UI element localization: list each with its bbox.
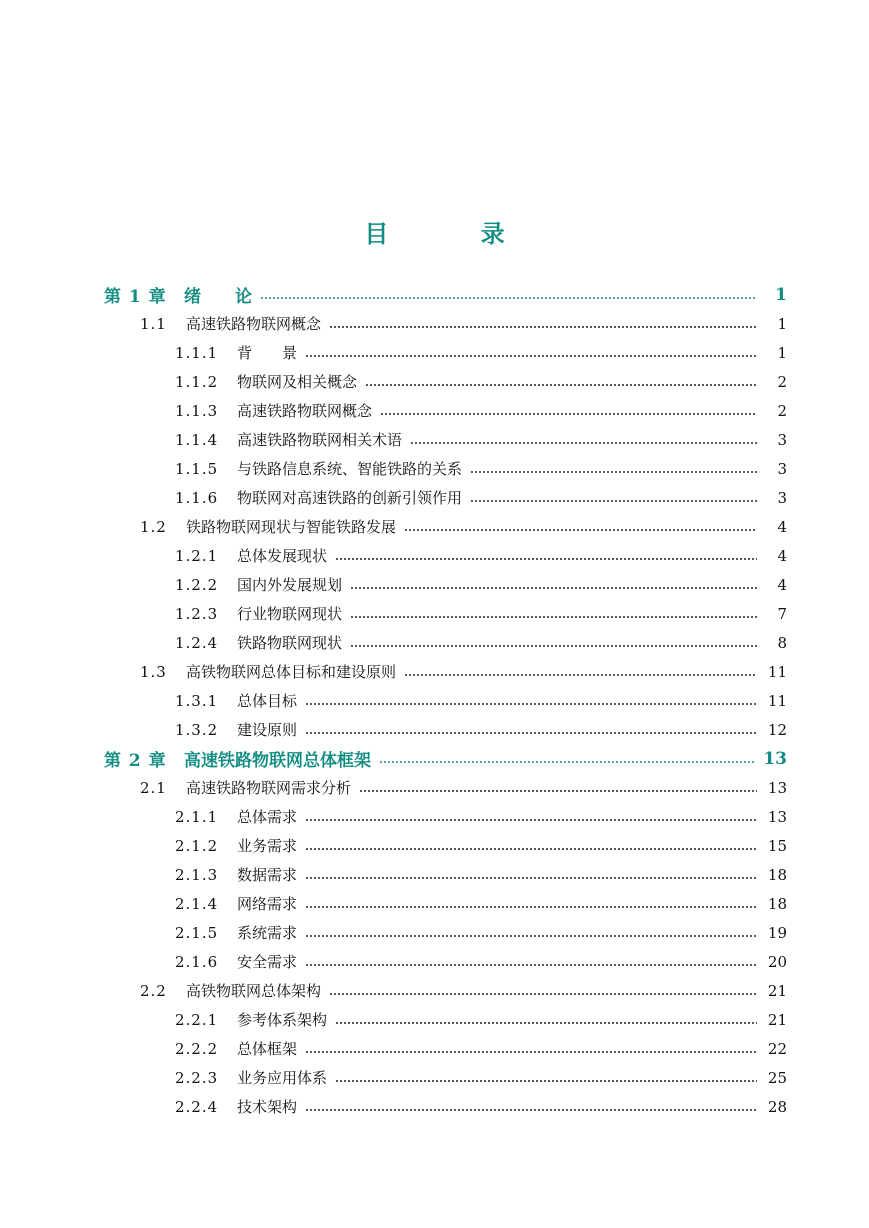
toc-entry-section[interactable] xyxy=(140,773,787,802)
toc-leader-dots xyxy=(305,935,757,937)
toc-leader-dots xyxy=(350,616,757,618)
toc-entry-number: 1.3 xyxy=(140,662,167,681)
toc-entry-number: 2.2.3 xyxy=(175,1068,219,1087)
toc-entry-title: 行业物联网现状 xyxy=(237,605,343,623)
toc-entry-subsection[interactable] xyxy=(175,483,787,512)
toc-entry-subsection[interactable] xyxy=(175,1005,787,1034)
toc-entry-page: 13 xyxy=(767,807,787,826)
toc-entry-title: 数据需求 xyxy=(237,866,298,884)
toc-leader-dots xyxy=(305,355,757,357)
toc-leader-dots xyxy=(305,1109,757,1111)
toc-entry-title: 高速铁路物联网概念 xyxy=(186,315,322,333)
toc-entry-number: 1.1.5 xyxy=(175,459,219,478)
toc-entry-number: 1.1.1 xyxy=(175,343,219,362)
toc-entry-number: 第 1 章 xyxy=(104,287,167,307)
toc-entry-subsection[interactable] xyxy=(175,889,787,918)
toc-entry-title: 高速铁路物联网概念 xyxy=(237,402,373,420)
toc-entry-number: 2.1.6 xyxy=(175,952,219,971)
toc-leader-dots xyxy=(350,587,757,589)
toc-entry-number: 1.1 xyxy=(140,314,167,333)
toc-entry-number: 1.2.2 xyxy=(175,575,219,594)
toc-entry-page: 28 xyxy=(767,1097,787,1116)
toc-entry-number: 2.2 xyxy=(140,981,167,1000)
toc-entry-page: 11 xyxy=(767,662,787,681)
toc-leader-dots xyxy=(470,471,757,473)
toc-entry-number: 2.1 xyxy=(140,778,167,797)
toc-entry-number: 1.2.4 xyxy=(175,633,219,652)
toc-entry-title: 高铁物联网总体架构 xyxy=(186,982,322,1000)
toc-entry-number: 2.1.3 xyxy=(175,865,219,884)
toc-entry-subsection[interactable] xyxy=(175,918,787,947)
toc-entry-subsection[interactable] xyxy=(175,715,787,744)
toc-leader-dots xyxy=(305,703,757,705)
toc-entry-page: 3 xyxy=(777,488,787,507)
toc-entry-page: 4 xyxy=(777,546,787,565)
toc-entry-number: 2.1.5 xyxy=(175,923,219,942)
toc-entry-title: 建设原则 xyxy=(237,721,298,739)
toc-entry-subsection[interactable] xyxy=(175,628,787,657)
toc-entry-title: 总体目标 xyxy=(237,692,298,710)
toc-entry-subsection[interactable] xyxy=(175,1034,787,1063)
toc-entry-title: 背 景 xyxy=(237,344,298,362)
toc-entry-number: 1.3.2 xyxy=(175,720,219,739)
toc-entry-subsection[interactable] xyxy=(175,396,787,425)
toc-entry-number: 第 2 章 xyxy=(104,751,167,771)
toc-entry-chapter[interactable] xyxy=(104,744,787,773)
toc-entry-subsection[interactable] xyxy=(175,454,787,483)
toc-leader-dots xyxy=(404,529,757,531)
toc-leader-dots xyxy=(470,500,757,502)
toc-entry-title: 总体需求 xyxy=(237,808,298,826)
toc-entry-title: 参考体系架构 xyxy=(237,1011,328,1029)
toc-entry-page: 18 xyxy=(767,865,787,884)
toc-entry-page: 2 xyxy=(777,401,787,420)
toc-entry-page: 13 xyxy=(767,778,787,797)
toc-entry-page: 18 xyxy=(767,894,787,913)
toc-leader-dots xyxy=(305,906,757,908)
toc-entry-subsection[interactable] xyxy=(175,860,787,889)
toc-entry-page: 3 xyxy=(777,459,787,478)
toc-entry-number: 2.1.1 xyxy=(175,807,219,826)
toc-entry-page: 4 xyxy=(777,517,787,536)
toc-entry-title: 物联网及相关概念 xyxy=(237,373,358,391)
toc-entry-page: 13 xyxy=(763,748,787,769)
toc-entry-number: 1.2.3 xyxy=(175,604,219,623)
toc-entry-number: 2.2.4 xyxy=(175,1097,219,1116)
toc-entry-title: 铁路物联网现状与智能铁路发展 xyxy=(186,518,397,536)
toc-leader-dots xyxy=(305,819,757,821)
toc-leader-dots xyxy=(305,877,757,879)
toc-entry-page: 8 xyxy=(777,633,787,652)
toc-entry-page: 1 xyxy=(777,343,787,362)
toc-entry-title: 国内外发展规划 xyxy=(237,576,343,594)
toc-entry-number: 1.1.3 xyxy=(175,401,219,420)
toc-entry-number: 2.2.1 xyxy=(175,1010,219,1029)
toc-entry-page: 2 xyxy=(777,372,787,391)
toc-entry-number: 2.1.2 xyxy=(175,836,219,855)
toc-leader-dots xyxy=(379,761,755,763)
toc-entry-title: 系统需求 xyxy=(237,924,298,942)
toc-entry-title: 技术架构 xyxy=(237,1098,298,1116)
toc-entry-subsection[interactable] xyxy=(175,570,787,599)
toc-entry-page: 1 xyxy=(775,284,787,305)
toc-entry-page: 25 xyxy=(767,1068,787,1087)
toc-entry-section[interactable] xyxy=(140,657,787,686)
toc-entry-subsection[interactable] xyxy=(175,367,787,396)
toc-entry-subsection[interactable] xyxy=(175,338,787,367)
toc-entry-page: 1 xyxy=(777,314,787,333)
toc-leader-dots xyxy=(410,442,757,444)
toc-entry-subsection[interactable] xyxy=(175,541,787,570)
toc-leader-dots xyxy=(329,993,757,995)
toc-entry-title: 总体发展现状 xyxy=(237,547,328,565)
toc-leader-dots xyxy=(305,1051,757,1053)
toc-entry-subsection[interactable] xyxy=(175,802,787,831)
toc-leader-dots xyxy=(365,384,757,386)
toc-leader-dots xyxy=(305,964,757,966)
toc-entry-page: 3 xyxy=(777,430,787,449)
toc-entry-page: 11 xyxy=(767,691,787,710)
toc-entry-number: 2.1.4 xyxy=(175,894,219,913)
toc-entry-section[interactable] xyxy=(140,309,787,338)
page-title: 目 录 xyxy=(364,219,547,248)
toc-entry-title: 绪 论 xyxy=(184,287,252,307)
toc-leader-dots xyxy=(404,674,757,676)
toc-entry-subsection[interactable] xyxy=(175,947,787,976)
toc-entry-subsection[interactable] xyxy=(175,831,787,860)
toc-entry-section[interactable] xyxy=(140,512,787,541)
toc-leader-dots xyxy=(305,732,757,734)
toc-entry-page: 7 xyxy=(777,604,787,623)
toc-entry-title: 铁路物联网现状 xyxy=(237,634,343,652)
toc-entry-title: 业务应用体系 xyxy=(237,1069,328,1087)
toc-leader-dots xyxy=(335,1022,757,1024)
toc-entry-page: 20 xyxy=(767,952,787,971)
toc-leader-dots xyxy=(305,848,757,850)
toc-leader-dots xyxy=(380,413,757,415)
toc-entry-title: 业务需求 xyxy=(237,837,298,855)
toc-entry-page: 12 xyxy=(767,720,787,739)
toc-entry-subsection[interactable] xyxy=(175,425,787,454)
toc-entry-page: 21 xyxy=(767,1010,787,1029)
toc-entry-page: 19 xyxy=(767,923,787,942)
toc-entry-number: 2.2.2 xyxy=(175,1039,219,1058)
toc-entry-title: 高速铁路物联网需求分析 xyxy=(186,779,352,797)
toc-entry-chapter[interactable] xyxy=(104,280,787,309)
toc-leader-dots xyxy=(359,790,757,792)
toc-entry-page: 21 xyxy=(767,981,787,1000)
toc-entry-subsection[interactable] xyxy=(175,686,787,715)
toc-entry-title: 物联网对高速铁路的创新引领作用 xyxy=(237,489,463,507)
toc-leader-dots xyxy=(335,1080,757,1082)
toc-entry-section[interactable] xyxy=(140,976,787,1005)
toc-entry-page: 15 xyxy=(767,836,787,855)
toc-entry-title: 总体框架 xyxy=(237,1040,298,1058)
toc-leader-dots xyxy=(335,558,757,560)
toc-entry-title: 网络需求 xyxy=(237,895,298,913)
toc-entry-subsection[interactable] xyxy=(175,1063,787,1092)
toc-entry-page: 22 xyxy=(767,1039,787,1058)
toc-entry-title: 安全需求 xyxy=(237,953,298,971)
toc-entry-number: 1.1.4 xyxy=(175,430,219,449)
toc-entry-number: 1.1.6 xyxy=(175,488,219,507)
toc-entry-title: 高速铁路物联网总体框架 xyxy=(184,751,371,771)
toc-leader-dots xyxy=(350,645,757,647)
toc-entry-title: 高铁物联网总体目标和建设原则 xyxy=(186,663,397,681)
toc-entry-subsection[interactable] xyxy=(175,599,787,628)
toc-entry-subsection[interactable] xyxy=(175,1092,787,1121)
toc-leader-dots xyxy=(329,326,757,328)
toc-entry-number: 1.2.1 xyxy=(175,546,219,565)
toc-leader-dots xyxy=(260,297,757,299)
toc-entry-title: 与铁路信息系统、智能铁路的关系 xyxy=(237,460,463,478)
toc-entry-number: 1.3.1 xyxy=(175,691,219,710)
toc-entry-title: 高速铁路物联网相关术语 xyxy=(237,431,403,449)
toc-entry-number: 1.1.2 xyxy=(175,372,219,391)
toc-entry-number: 1.2 xyxy=(140,517,167,536)
toc-entry-page: 4 xyxy=(777,575,787,594)
